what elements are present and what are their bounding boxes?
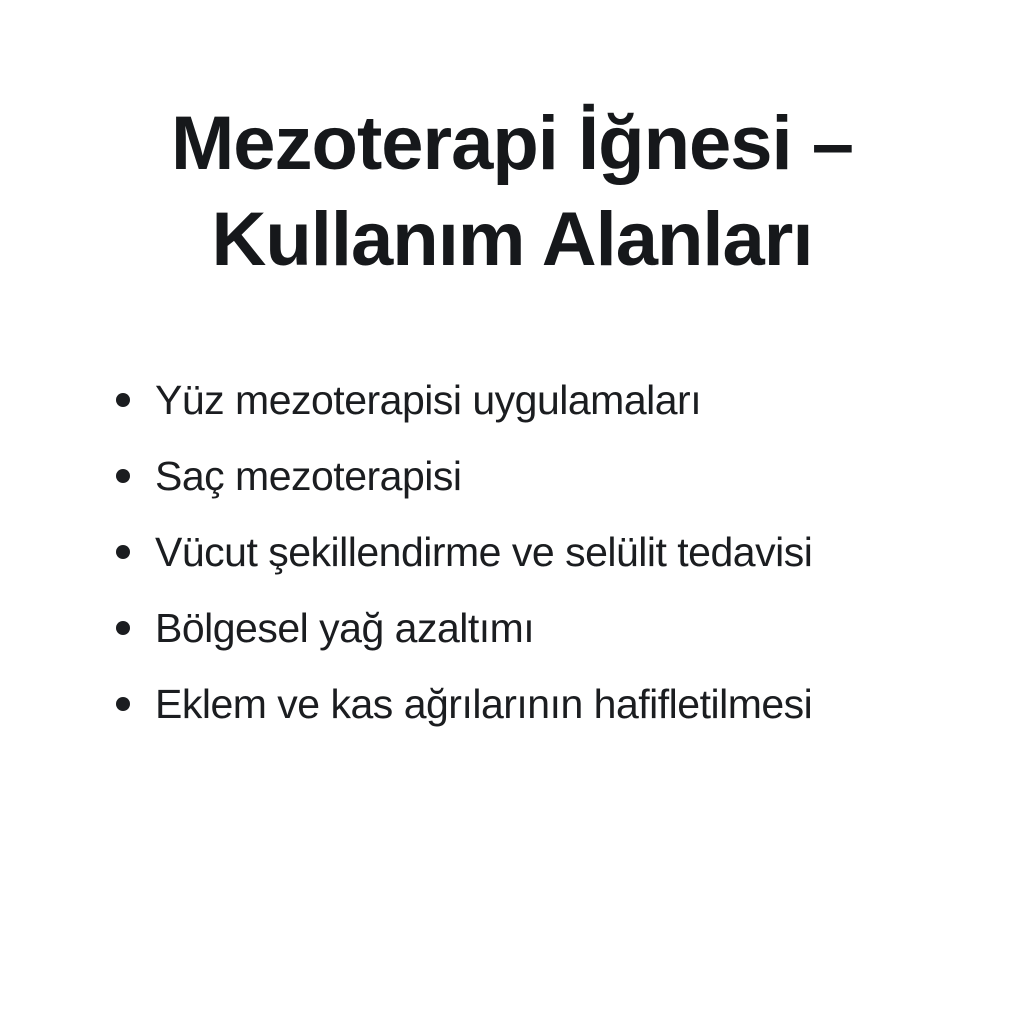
page-title-line-2: Kullanım Alanları	[211, 197, 813, 282]
list-item	[116, 682, 964, 726]
bullet-list	[116, 378, 964, 758]
list-item	[116, 606, 964, 650]
page-title	[0, 96, 1024, 288]
bullet-text: Eklem ve kas ağrılarının hafifletilmesi	[155, 681, 813, 727]
bullet-icon	[116, 545, 130, 559]
list-item	[116, 454, 964, 498]
bullet-icon	[116, 621, 130, 635]
page-title-line-1: Mezoterapi İğnesi –	[170, 101, 854, 186]
list-item	[116, 530, 964, 574]
bullet-text: Yüz mezoterapisi uygulamaları	[155, 377, 702, 423]
bullet-text: Vücut şekillendirme ve selülit tedavisi	[155, 529, 813, 575]
bullet-icon	[116, 469, 130, 483]
list-item	[116, 378, 964, 422]
bullet-text: Saç mezoterapisi	[155, 453, 462, 499]
bullet-icon	[116, 697, 130, 711]
bullet-text: Bölgesel yağ azaltımı	[155, 605, 535, 651]
bullet-icon	[116, 393, 130, 407]
